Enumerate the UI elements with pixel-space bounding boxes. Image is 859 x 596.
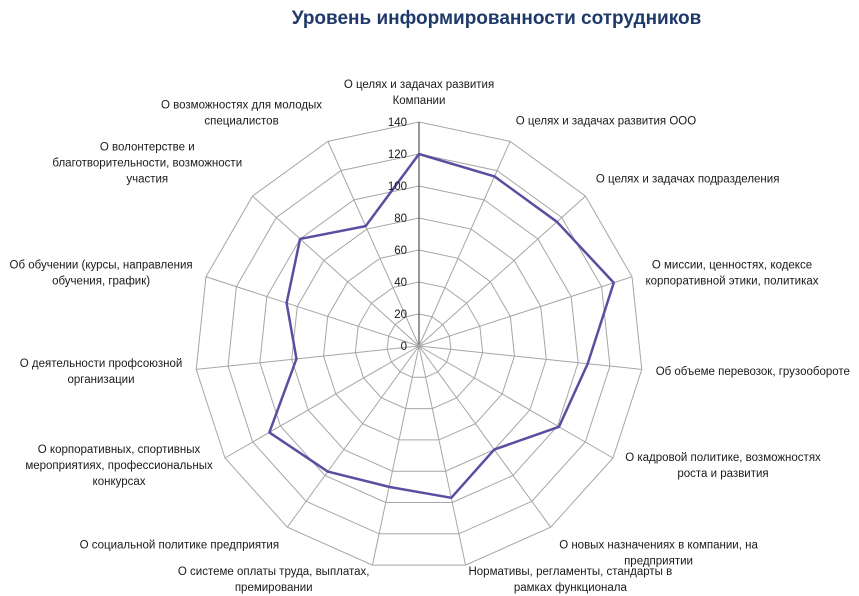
category-label-line: О целях и задачах развития	[343, 79, 495, 91]
category-label-line: О возможностях для молодых	[161, 99, 323, 112]
category-label	[596, 174, 780, 186]
category-label	[344, 79, 494, 107]
axis-tick-label: 80	[394, 213, 407, 225]
axis-tick-label: 40	[394, 277, 407, 289]
category-label	[625, 452, 821, 480]
category-label	[178, 566, 370, 594]
category-label-line: мероприятиях, профессиональных	[25, 460, 213, 472]
category-label-line: предприятии	[624, 555, 693, 568]
category-label-line: организации	[67, 373, 135, 386]
axis-spoke	[419, 196, 585, 346]
category-label-line: Компании	[392, 95, 446, 107]
category-label-line: специалистов	[204, 115, 279, 128]
axis-tick-label: 0	[400, 341, 407, 353]
category-label-line: Нормативы, регламенты, стандарты в	[468, 566, 673, 578]
category-label-line: Об объеме перевозок, грузообороте	[655, 365, 850, 378]
category-label	[516, 116, 696, 128]
category-label	[161, 100, 322, 128]
axis-tick-label: 100	[387, 181, 407, 193]
category-label-line: О целях и задачах подразделения	[595, 173, 780, 186]
category-label-line: участия	[126, 173, 169, 186]
category-label-line: обучения, график)	[52, 275, 151, 288]
category-label-line: О миссии, ценностях, кодексе	[651, 259, 813, 272]
radar-axis-ticks	[388, 117, 407, 353]
category-label	[20, 358, 183, 386]
category-label-line: О целях и задачах развития ООО	[515, 115, 697, 128]
category-label-line: О деятельности профсоюзной	[19, 357, 183, 370]
category-label	[559, 540, 758, 568]
category-label-line: конкурсах	[92, 476, 146, 488]
axis-tick-label: 120	[387, 149, 407, 161]
category-label	[10, 259, 193, 287]
axis-tick-label: 60	[394, 245, 407, 257]
category-label-line: роста и развития	[677, 468, 769, 480]
category-label	[468, 566, 672, 594]
category-label-line: премировании	[234, 582, 313, 594]
category-label-line: О корпоративных, спортивных	[37, 444, 201, 456]
category-label	[25, 444, 213, 488]
category-label	[52, 142, 242, 186]
category-label-line: благотворительности, возможности	[52, 157, 243, 170]
category-label-line: О кадровой политике, возможностях	[625, 452, 821, 464]
axis-spoke	[419, 277, 632, 346]
category-label-line: рамках функционала	[513, 582, 627, 594]
category-label-line: О новых назначениях в компании, на	[559, 539, 758, 552]
category-label	[656, 366, 850, 378]
category-label	[80, 540, 280, 552]
axis-tick-label: 140	[387, 117, 407, 129]
chart-title: Уровень информированности сотрудников	[291, 8, 702, 29]
category-label	[645, 259, 818, 287]
axis-tick-label: 20	[394, 309, 407, 321]
category-label-line: О волонтерстве и	[99, 141, 195, 154]
category-label-line: Об обучении (курсы, направления	[9, 259, 193, 272]
axis-spoke	[419, 141, 510, 346]
axis-spoke	[206, 277, 419, 346]
category-label-line: О социальной политике предприятия	[79, 539, 280, 552]
category-label-line: корпоративной этики, политиках	[645, 275, 819, 288]
category-label-line: О системе оплаты труда, выплатах,	[177, 566, 370, 578]
